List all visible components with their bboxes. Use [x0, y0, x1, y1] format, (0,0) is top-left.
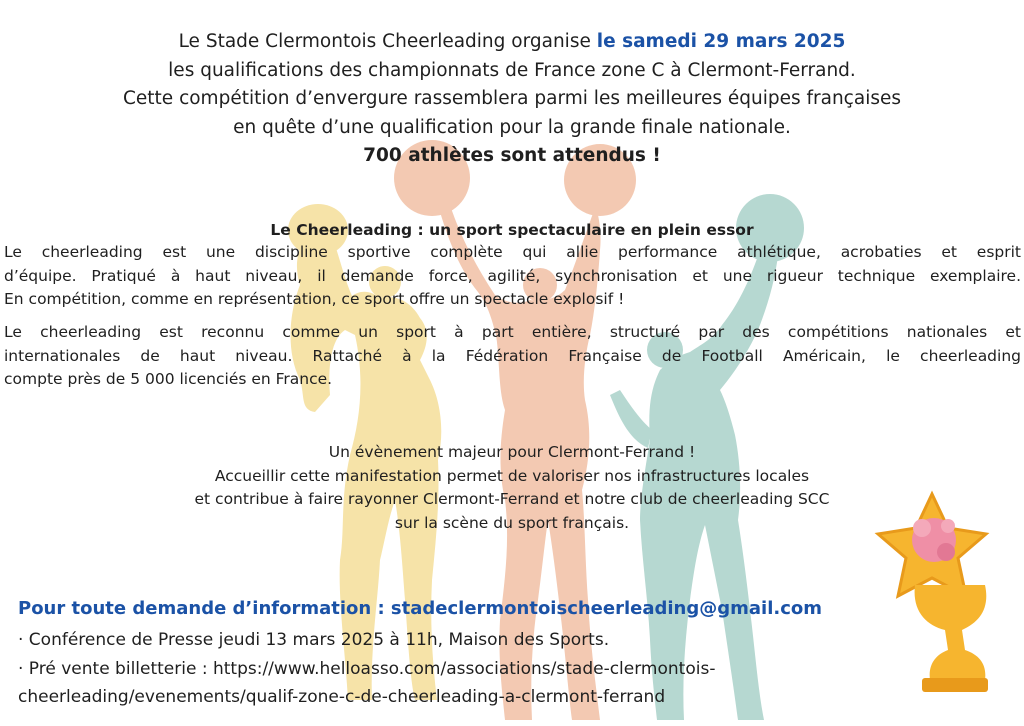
ticketing-bullet[interactable]: · Pré vente billetterie : https://www.helloasso.com/associations/stade-clermontois-: [18, 658, 716, 679]
paragraph-cheerleading-discipline: [4, 241, 1021, 312]
intro-line-2: les qualifications des championnats de France zone C à Clermont-Ferrand.: [168, 59, 856, 81]
event-line-4: sur la scène du sport français.: [394, 513, 630, 532]
intro-line-3: Cette compétition d’envergure rassemblera parmi les meilleures équipes françaises: [123, 88, 901, 109]
paragraph-line: Le cheerleading est reconnu comme un sport à part entière, structuré par des compétitions nationales et: [4, 323, 1021, 341]
athletes-expected: 700 athlètes sont attendus !: [363, 145, 661, 166]
info-bullets: [18, 626, 715, 712]
paragraph-cheerleading-recognition: [4, 321, 1021, 392]
intro-line-1: [0, 28, 1024, 57]
paragraph-line: En compétition, comme en représentation, ce sport offre un spectacle explosif !: [4, 290, 625, 308]
ticketing-url-continued[interactable]: cheerleading/evenements/qualif-zone-c-de-cheerleading-a-clermont-ferrand: [18, 687, 666, 707]
press-conference-bullet: · Conférence de Presse jeudi 13 mars 2025 à 11h, Maison des Sports.: [18, 630, 610, 650]
paragraph-line: internationales de haut niveau. Rattaché à la Fédération Française de Football Américain, le cheerleading: [4, 346, 1021, 365]
paragraph-line: compte près de 5 000 licenciés en France.: [4, 370, 333, 388]
event-date: le samedi 29 mars 2025: [596, 31, 846, 52]
intro-line-4: en quête d’une qualification pour la grande finale nationale.: [233, 116, 791, 138]
intro-line-1-text: Le Stade Clermontois Cheerleading organise: [178, 31, 597, 52]
paragraph-line: d’équipe. Pratiqué à haut niveau, il demande force, agilité, synchronisation et une rigueur technique exemplaire.: [4, 266, 1021, 285]
section-title: Le Cheerleading : un sport spectaculaire en plein essor: [270, 221, 754, 239]
paragraph-line: Le cheerleading est une discipline sportive complète qui allie performance athlétique, acrobaties et esprit: [4, 243, 1021, 261]
major-event-block: [0, 441, 1024, 535]
intro-block: [0, 28, 1024, 171]
event-line-1: Un évènement majeur pour Clermont-Ferrand !: [328, 443, 696, 461]
contact-email-line[interactable]: Pour toute demande d’information : stadeclermontoischeerleading@gmail.com: [18, 598, 823, 619]
event-line-2: Accueillir cette manifestation permet de valoriser nos infrastructures locales: [214, 466, 810, 485]
event-line-3: et contribue à faire rayonner Clermont-Ferrand et notre club de cheerleading SCC: [194, 490, 830, 509]
